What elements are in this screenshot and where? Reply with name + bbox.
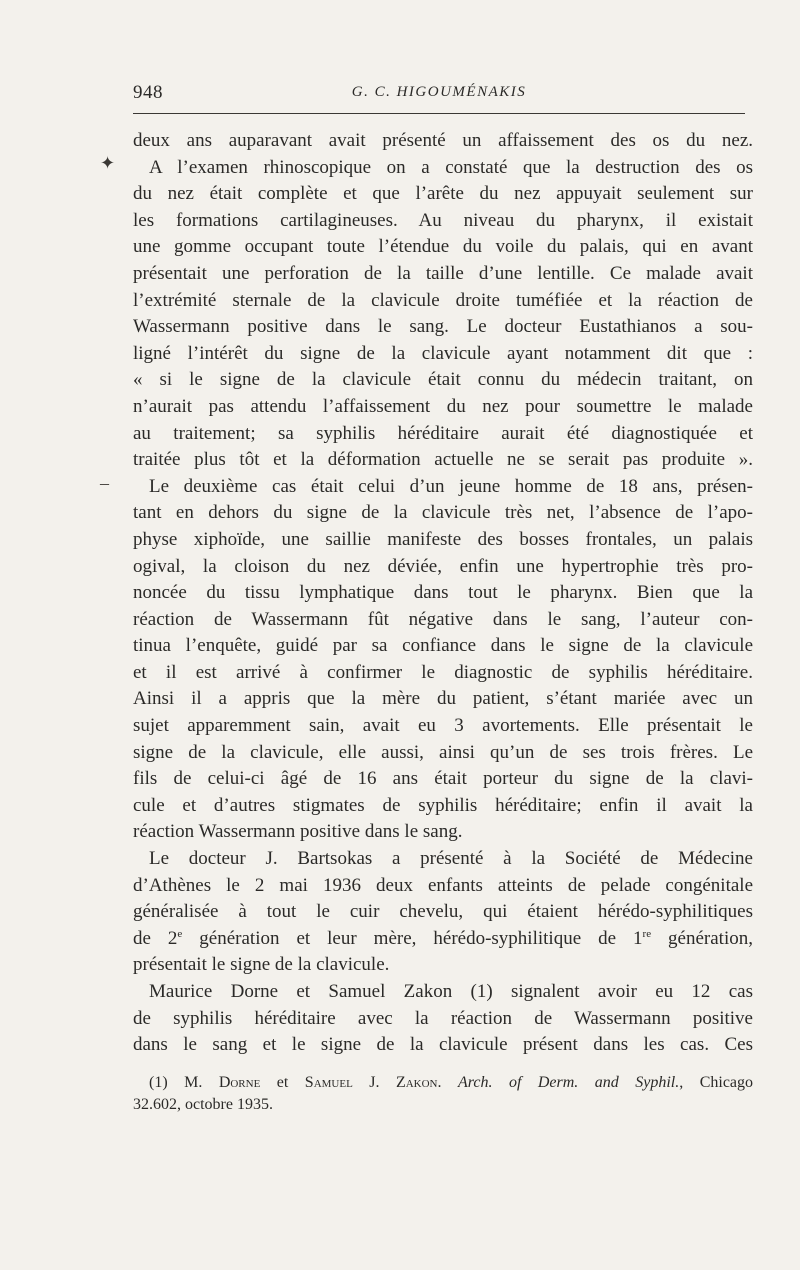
text-line: fils de celui-ci âgé de 16 ans était porteur du signe de la clavi- <box>133 768 753 790</box>
footnote-text: , Chicago <box>679 1074 753 1091</box>
text-line: les formations cartilagineuses. Au niveau du pharynx, il existait <box>133 209 753 231</box>
footnote-author: Samuel J. Zakon <box>304 1074 438 1091</box>
footnote <box>133 1072 753 1116</box>
running-head <box>133 82 745 112</box>
footnote-line <box>133 1072 753 1094</box>
text-line: traitée plus tôt et la déformation actuelle ne se serait pas produite ». <box>133 449 753 471</box>
text-line: ogival, la cloison du nez déviée, enfin une hypertrophie très pro- <box>133 555 753 577</box>
text-line: une gomme occupant toute l’étendue du voile du palais, qui en avant <box>133 236 753 258</box>
text-line: l’extrémité sternale de la clavicule droite tuméfiée et la réaction de <box>133 289 753 311</box>
footnote-marker: (1) M. <box>149 1074 219 1091</box>
text-line: au traitement; sa syphilis héréditaire aurait été diagnostiquée et <box>133 422 753 444</box>
text-line: réaction Wassermann positive dans le sang. <box>133 821 463 843</box>
text-line: présentait une perforation de la taille d’une lentille. Ce malade avait <box>133 262 753 284</box>
footnote-text: et <box>260 1074 305 1091</box>
text-line: deux ans auparavant avait présenté un affaissement des os du nez. <box>133 130 753 151</box>
text-line: dans le sang et le signe de la clavicule présent dans les cas. Ces <box>133 1034 753 1056</box>
page-number: 948 <box>133 82 163 103</box>
text-fragment: de 2 <box>133 927 178 949</box>
text-line: physe xiphoïde, une saillie manifeste des bosses frontales, un palais <box>133 528 753 550</box>
margin-star-mark: ✦ <box>100 153 116 173</box>
text-line: Ainsi il a appris que la mère du patient, s’étant mariée avec un <box>133 688 753 710</box>
header-rule <box>133 113 745 114</box>
margin-dash-mark: – <box>100 473 109 493</box>
text-line: du nez était complète et que l’arête du nez appuyait seulement sur <box>133 183 753 205</box>
text-line: ligné l’intérêt du signe de la clavicule ayant notamment dit que : <box>133 342 753 364</box>
text-fragment: génération, <box>651 927 753 949</box>
text-line: Maurice Dorne et Samuel Zakon (1) signalent avoir eu 12 cas <box>149 981 753 1002</box>
text-line: Le deuxième cas était celui d’un jeune homme de 18 ans, présen- <box>149 475 753 497</box>
footnote-text: . <box>437 1074 458 1091</box>
text-line: n’aurait pas attendu l’affaissement du nez pour soumettre le malade <box>133 395 753 417</box>
text-line: cule et d’autres stigmates de syphilis héréditaire; enfin il avait la <box>133 794 753 816</box>
body-text <box>133 128 753 1059</box>
running-title: G. C. HIGOUMÉNAKIS <box>351 84 527 100</box>
text-line: noncée du tissu lymphatique dans tout le pharynx. Bien que la <box>133 582 753 604</box>
text-line-with-superscripts <box>133 926 753 953</box>
text-line: signe de la clavicule, elle aussi, ainsi qu’un de ses trois frères. Le <box>133 741 753 763</box>
footnote-line: 32.602, octobre 1935. <box>133 1096 273 1113</box>
text-line: tinua l’enquête, guidé par sa confiance dans le signe de la clavicule <box>133 635 753 657</box>
text-line: réaction de Wassermann fût négative dans le sang, l’auteur con- <box>133 608 753 630</box>
text-line: « si le signe de la clavicule était connu du médecin traitant, on <box>133 369 753 391</box>
text-line: tant en dehors du signe de la clavicule très net, l’absence de l’apo- <box>133 502 753 524</box>
text-line: d’Athènes le 2 mai 1936 deux enfants atteints de pelade congénitale <box>133 874 753 896</box>
text-fragment: génération et leur mère, hérédo-syphilitique de 1 <box>182 927 643 949</box>
text-line: de syphilis héréditaire avec la réaction de Wassermann positive <box>133 1007 753 1029</box>
text-line: et il est arrivé à confirmer le diagnostic de syphilis héréditaire. <box>133 661 753 683</box>
footnote-author: Dorne <box>218 1074 261 1091</box>
superscript: e <box>177 927 183 940</box>
text-line: sujet apparemment sain, avait eu 3 avortements. Elle présentait le <box>133 715 753 737</box>
footnote-journal: Arch. of Derm. and Syphil. <box>457 1074 680 1091</box>
text-line: Wassermann positive dans le sang. Le docteur Eustathianos a sou- <box>133 316 753 338</box>
text-line: A l’examen rhinoscopique on a constaté que la destruction des os <box>149 156 753 178</box>
text-line: présentait le signe de la clavicule. <box>133 954 390 976</box>
superscript: re <box>642 927 652 940</box>
text-line: généralisée à tout le cuir chevelu, qui étaient hérédo-syphilitiques <box>133 901 753 923</box>
text-line: Le docteur J. Bartsokas a présenté à la Société de Médecine <box>149 848 753 870</box>
